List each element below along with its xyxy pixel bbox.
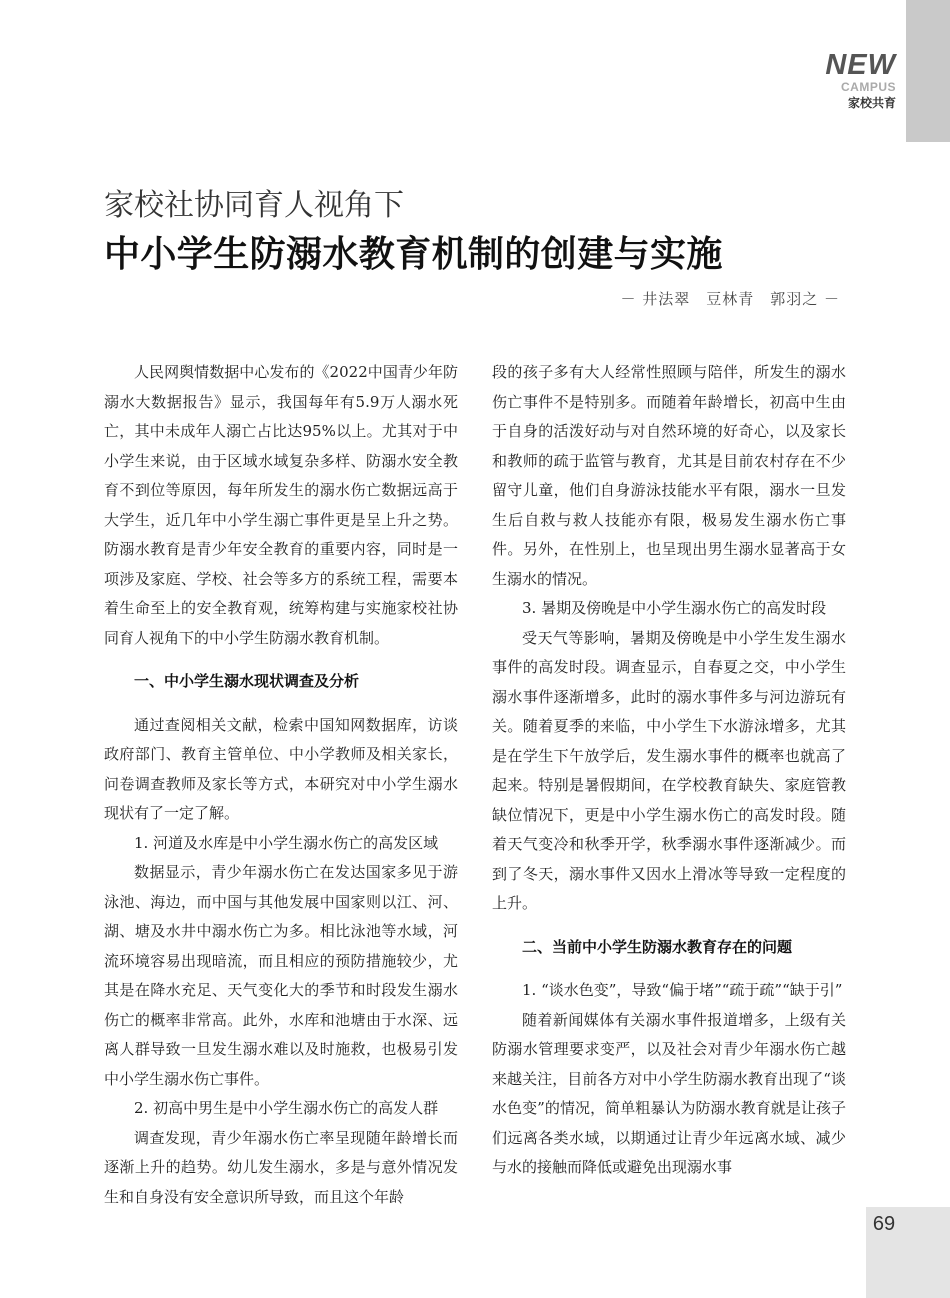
article-title-main: 中小学生防溺水教育机制的创建与实施 (104, 233, 723, 275)
paragraph: 受天气等影响，暑期及傍晚是中小学生发生溺水事件的高发时段。调查显示，自春夏之交，中小学生溺水事件逐渐增多，此时的溺水事件多与河边游玩有关。随着夏季的来临，中小学生下水游泳增多，尤其是在学生下午放学后，发生溺水事件的概率也就高了起来。特别是暑假期间，在学校教育缺失、家庭管教缺位情况下，更是中小学生溺水伤亡的高发时段。随着天气变冷和秋季开学，秋季溺水事件逐渐减少。而到了冬天，溺水事件又因水上滑冰等导致一定程度的上升。 (492, 628, 846, 912)
subsection-heading: 1. 河道及水库是中小学生溺水伤亡的高发区域 (134, 833, 439, 852)
subsection-heading: 1. “谈水色变”，导致“偏于堵”“疏于疏”“缺于引” (522, 981, 843, 999)
side-tab-decoration (906, 0, 950, 142)
paragraph: 通过查阅相关文献，检索中国知网数据库，访谈政府部门、教育主管单位、中小学教师及相关家长，问卷调查教师及家长等方式，本研究对中小学生溺水现状有了一定了解。 (104, 715, 458, 822)
left-column (104, 358, 458, 1212)
magazine-brand (825, 50, 896, 112)
page-number: 69 (872, 1213, 896, 1235)
paragraph: 人民网舆情数据中心发布的《2022中国青少年防溺水大数据报告》显示，我国每年有5.9万人溺水死亡，其中未成年人溺亡占比达95%以上。尤其对于中小学生来说，由于区域水域复杂多样、防溺水安全教育不到位等原因，每年所发生的溺水伤亡数据远高于大学生，近几年中小学生溺亡事件更是呈上升之势。防溺水教育是青少年安全教育的重要内容，同时是一项涉及家庭、学校、社会等多方的系统工程，需要本着生命至上的安全教育观，统筹构建与实施家校社协同育人视角下的中小学生防溺水教育机制。 (104, 363, 458, 647)
section-heading: 一、中小学生溺水现状调查及分析 (134, 672, 360, 690)
paragraph: 调查发现，青少年溺水伤亡率呈现随年龄增长而逐渐上升的趋势。幼儿发生溺水，多是与意外情况发生和自身没有安全意识所导致，而且这个年龄 (104, 1128, 458, 1206)
article-title-line1: 家校社协同育人视角下 (104, 188, 404, 223)
section-heading: 二、当前中小学生防溺水教育存在的问题 (522, 937, 793, 956)
right-column (492, 358, 846, 1183)
brand-logo-new: NEW (825, 49, 896, 81)
section-name: 家校共育 (847, 96, 896, 110)
paragraph: 随着新闻媒体有关溺水事件报道增多，上级有关防溺水管理要求变严，以及社会对青少年溺水伤亡越来越关注，目前各方对中小学生防溺水教育出现了“谈水色变”的情况，简单粗暴认为防溺水教育就是让孩子们远离各类水域，以期通过让青少年远离水域、减少与水的接触而降低或避免出现溺水事 (492, 1010, 846, 1176)
subsection-heading: 2. 初高中男生是中小学生溺水伤亡的高发人群 (134, 1099, 439, 1117)
article-authors: － 井法翠 豆林青 郭羽之 － (620, 290, 840, 308)
subsection-heading: 3. 暑期及傍晚是中小学生溺水伤亡的高发时段 (522, 599, 827, 617)
brand-logo-campus: CAMPUS (840, 80, 896, 94)
paragraph: 数据显示，青少年溺水伤亡在发达国家多见于游泳池、海边，而中国与其他发展中国家则以江、河、湖、塘及水井中溺水伤亡为多。相比泳池等水域，河流环境容易出现暗流，而且相应的预防措施较少，尤其是在降水充足、天气变化大的季节和时段发生溺水伤亡的概率非常高。此外，水库和池塘由于水深、远离人群导致一旦发生溺水难以及时施救，也极易引发中小学生溺水伤亡事件。 (104, 863, 458, 1088)
paragraph: 段的孩子多有大人经常性照顾与陪伴，所发生的溺水伤亡事件不是特别多。而随着年龄增长，初高中生由于自身的活泼好动与对自然环境的好奇心，以及家长和教师的疏于监管与教育，尤其是目前农村存在不少留守儿童，他们自身游泳技能水平有限，溺水一旦发生后自救与救人技能亦有限，极易发生溺水伤亡事件。另外，在性别上，也呈现出男生溺水显著高于女生溺水的情况。 (492, 363, 846, 588)
